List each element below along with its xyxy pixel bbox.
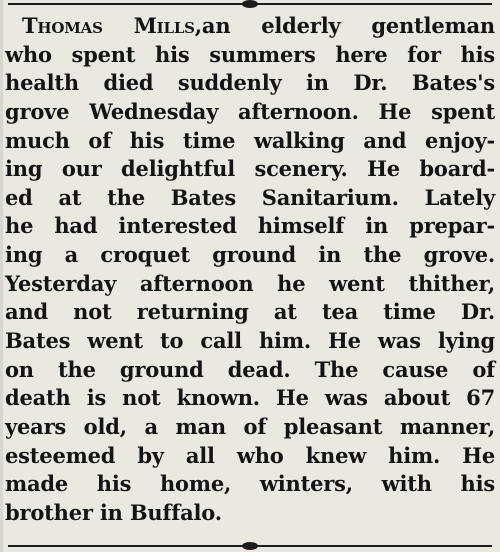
article-line	[5, 12, 495, 41]
article-line: ed at the Bates Sanitarium. Lately	[5, 184, 495, 210]
top-rule	[8, 3, 492, 5]
bottom-rule-ornament	[242, 542, 258, 550]
article-line: grove Wednesday afternoon. He spent	[5, 98, 495, 124]
article-line: esteemed by all who knew him. He	[5, 442, 495, 468]
article-line: brother in Buffalo.	[5, 499, 222, 525]
article-line: Bates went to call him. He was lying	[5, 328, 495, 354]
column-edge	[0, 0, 3, 552]
article-line: health died suddenly in Dr. Bates's	[5, 70, 495, 96]
article-line: death is not known. He was about 67	[5, 385, 495, 411]
article-line: years old, a man of pleasant manner,	[5, 413, 495, 439]
article-lead-name: Thomas Mills,	[22, 13, 202, 38]
article-line-text: an elderly gentleman	[201, 13, 495, 38]
article-line: much of his time walking and enjoy-	[5, 127, 495, 153]
article-line: and not returning at tea time Dr.	[5, 299, 495, 325]
article-line: ing our delightful scenery. He board-	[5, 156, 495, 182]
article-line: Yesterday afternoon he went thither,	[5, 270, 495, 296]
article-line: ing a croquet ground in the grove.	[5, 242, 495, 268]
top-rule-ornament	[242, 0, 258, 8]
article-line: on the ground dead. The cause of	[5, 356, 495, 382]
article-line: he had interested himself in prepar-	[5, 213, 495, 239]
article-line: who spent his summers here for his	[5, 41, 495, 67]
article-line: made his home, winters, with his	[5, 471, 495, 497]
article-body	[5, 12, 495, 528]
bottom-rule	[8, 545, 492, 547]
